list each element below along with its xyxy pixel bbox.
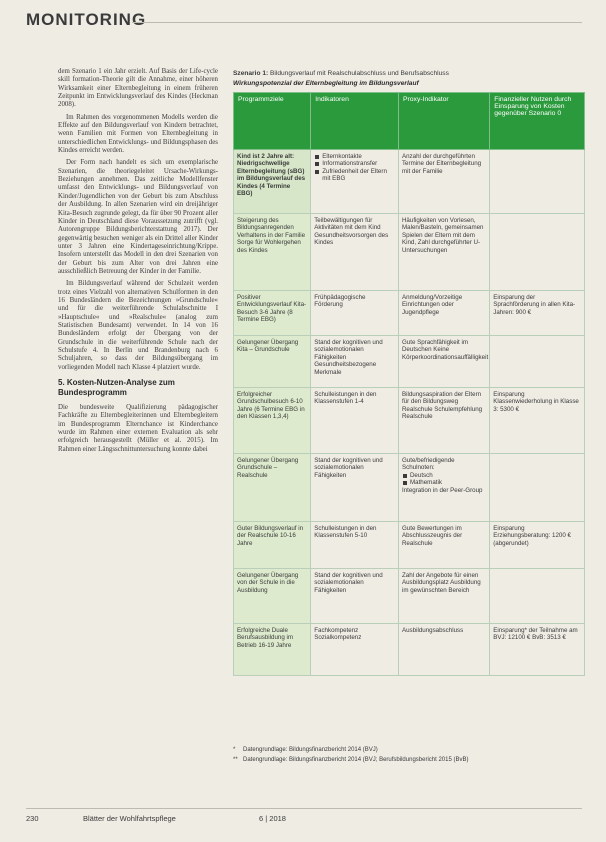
table-cell: Gute Bewertungen im Abschlusszeugnis der Realschule [398,522,489,569]
paragraph-4: Im Bildungsverlauf während der Schulzeit werden trotz eines Vielzahl von alternativen Schulformen in den 16 Bundesländern die Bezeichnungen »Grundschule« und für die weiterführende Schulabschnitte I »Hauptschule« und »Realschule« (analog zum Statistischen Bundesamt) verwendet. In 14 von 16 Bundesländern erfolgt der Übergang von der Grundschule in die weiterführende Schule nach der Schulstufe 4. In Berlin und Brandenburg nach 6 Schuljahren, so dass der Bildungsübergang im vorliegenden Modell nach Klasse 4 platziert wurde. [58,280,218,371]
paragraph-1: dem Szenario 1 ein Jahr erzielt. Auf Basis der Life-cycle skill formation-Theorie gilt die Annahme, einer höheren Wirksamkeit einer Elternbegleitung in einem früheren Zeitpunkt im Entwicklungsverlauf des Kindes (Heckman 2008). [58,68,218,109]
footnote-text: Datengrundlage: Bildungsfinanzbericht 2014 (BVJ; Berufsbildungsbericht 2015 (BvB) [243,756,469,763]
column-header: Programmziele [234,93,311,150]
footnote-mark: * [233,747,236,753]
list-item: Informationstransfer [314,160,395,167]
column-header: Finanzieller Nutzen durch Einsparung von Kosten gegenüber Szenario 0 [490,93,585,150]
table-cell: Anmeldung/Vorzeitige Einrichtungen oder Jugendpflege [398,291,489,336]
table-cell: Gelungener Übergang von der Schule in die Ausbildung [234,569,311,624]
table-row [234,388,585,454]
table-cell: Teilbewältigungen für Aktivitäten mit dem Kind Gesundheitsvorsorgen des Kindes [311,214,399,291]
footnote [233,746,593,756]
scenario-table [233,92,585,676]
table-cell: Erfolgreiche Duale Berufsausbildung im Betrieb 16-19 Jahre [234,624,311,676]
column-header: Proxy-Indikator [398,93,489,150]
list-item: Elternkontakte [314,153,395,160]
table-row [234,522,585,569]
scenario-subtitle: Wirkungspotenzial der Elternbegleitung im Bildungsverlauf [233,80,419,87]
table-cell: Häufigkeiten von Vorlesen, Malen/Basteln, gemeinsamen Spielen der Eltern mit dem Kind, Zahl durchgeführter U-Untersuchungen [398,214,489,291]
table-cell: Einsparung Erziehungsberatung: 1200 € (abgerundet) [490,522,585,569]
body-text-column [58,68,218,458]
header-rule [132,22,582,23]
table-cell: Schulleistungen in den Klassenstufen 1-4 [311,388,399,454]
table-cell: Positiver Entwicklungsverlauf Kita-Besuch 3-6 Jahre (8 Termine EBG) [234,291,311,336]
table-row [234,214,585,291]
page-header [26,10,582,30]
table-cell: Schulleistungen in den Klassenstufen 5-10 [311,522,399,569]
table-cell: Frühpädagogische Förderung [311,291,399,336]
page-number: 230 [26,814,39,823]
table-cell: Fachkompetenz Sozialkompetenz [311,624,399,676]
table-cell: Gute Sprachfähigkeit im Deutschen Keine Körperkoordinationsauffälligkeit [398,336,489,388]
footnote [233,756,593,766]
table-cell [490,336,585,388]
table-cell: Stand der kognitiven und sozialemotionalen Fähigkeiten Gesundheitsbezogene Merkmale [311,336,399,388]
cell-text: Gute/befriedigende Schulnoten: [401,457,455,472]
table-cell: Guter Bildungsverlauf in der Realschule 10-16 Jahre [234,522,311,569]
cell-text: Integration in der Peer-Group [401,486,483,494]
table-cell [311,150,399,214]
table-cell [490,150,585,214]
scenario-title-bold: Szenario 1: [233,70,269,77]
paragraph-3: Der Form nach handelt es sich um exemplarische Szenarien, die theoriegeleitet Ursache-Wirkungs-Beziehungen annehmen. Das zeitliche Modellfenster umfasst den Entwicklungs- und Bildungsverlauf von Kinder/Jugendlichen von der Geburt bis zum Abschluss der Ausbildung. In allen Szenarien wird ein dreijähriger Kita-Besuch zugrunde gelegt, da für über 90 Prozent aller Kinder in Deutschland diese Voraussetzung zutrifft (vgl. Autorengruppe Bildungsberichterstattung 2017). Der gegenwärtig besuchen weniger als ein Drittel aller Kinder unter 3 Jahren eine Kindertageseinrichtung/Krippe. Insofern unterstellt das Modell in den drei Szenarien von der Geburt bis zum Alter von drei Jahren eine ausschließlich Betreuung der Kinder in der Familie. [58,159,218,275]
table-cell: Erfolgreicher Grundschulbesuch 6-10 Jahre (6 Termine EBG in den Klassen 1,3,4) [234,388,311,454]
table-row [234,454,585,522]
column-header: Indikatoren [311,93,399,150]
section-title: MONITORING [26,10,147,29]
scenario-title [233,70,585,77]
list-item: Deutsch [402,472,486,479]
table-cell: Einsparung Klassenwiederholung in Klasse 3: 5300 € [490,388,585,454]
table-cell: Stand der kognitiven und sozialemotionalen Fähigkeiten [311,569,399,624]
table-cell [490,569,585,624]
table-row [234,569,585,624]
table-cell: Kind ist 2 Jahre alt: Niedrigschwellige Elternbegleitung (sBG) im Bildungsverlauf des Kindes (4 Termine EBG) [234,150,311,214]
table-cell: Ausbildungsabschluss [398,624,489,676]
table-footnotes [233,746,593,765]
table-row [234,624,585,676]
table-cell: Stand der kognitiven und sozialemotionalen Fähigkeiten [311,454,399,522]
section-heading: 5. Kosten-Nutzen-Analyse zum Bundesprogramm [58,378,175,398]
table-cell [490,214,585,291]
paragraph-2: Im Rahmen des vorgenommenen Modells werden die Effekte auf den Bildungsverlauf von Kindern betrachtet, wenn Familien mit Formen von Elternbegleitung in unterschiedlichen Entwicklungs- und Bildungsphasen des Kindes erreicht werden. [58,113,218,155]
table-cell: Einsparung der Sprachförderung in allen Kita-Jahren: 900 € [490,291,585,336]
table-cell [490,454,585,522]
paragraph-5: Die bundesweite Qualifizierung pädagogischer Fachkräfte zu Elternbegleiterinnen und Elternbegleitern im Bundesprogramm Elternchance ist Kinderchance wurde im Rahmen einer externen Evaluation als sehr erfolgreich herausgestellt (Müller et al. 2015). Im Rahmen einer Längsschnittuntersuchung konnte dabei [58,403,218,453]
table-row [234,150,585,214]
table-cell: Steigerung des Bildungsanregenden Verhaltens in der Familie Sorge für Wohlergehen des Kindes [234,214,311,291]
table-header-row [234,93,585,150]
table-cell [398,454,489,522]
table-cell: Anzahl der durchgeführten Termine der Elternbegleitung mit der Familie [398,150,489,214]
table-row [234,291,585,336]
list-item: Mathematik [402,479,486,486]
journal-name: Blätter der Wohlfahrtspflege [83,814,176,823]
table-cell: Einsparung* der Teilnahme am BVJ: 12100 € BvB: 3513 € [490,624,585,676]
table-cell: Bildungsaspiration der Eltern für den Bildungsweg Realschule Schulempfehlung Realschule [398,388,489,454]
table-cell: Gelungener Übergang Grundschule – Realschule [234,454,311,522]
footnote-mark: ** [233,756,238,763]
table-cell: Zahl der Angebote für einen Ausbildungsplatz Ausbildung im gewünschten Bereich [398,569,489,624]
issue-number: 6 | 2018 [259,814,286,823]
table-cell: Gelungener Übergang Kita – Grundschule [234,336,311,388]
footnote-text: Datengrundlage: Bildungsfinanzbericht 2014 (BVJ) [243,747,378,753]
scenario-title-rest: Bildungsverlauf mit Realschulabschluss und Berufsabschluss [268,70,449,77]
page-footer [26,808,582,823]
table-row [234,336,585,388]
list-item: Zufriedenheit der Eltern mit EBG [314,168,395,183]
scenario-panel [233,70,585,676]
